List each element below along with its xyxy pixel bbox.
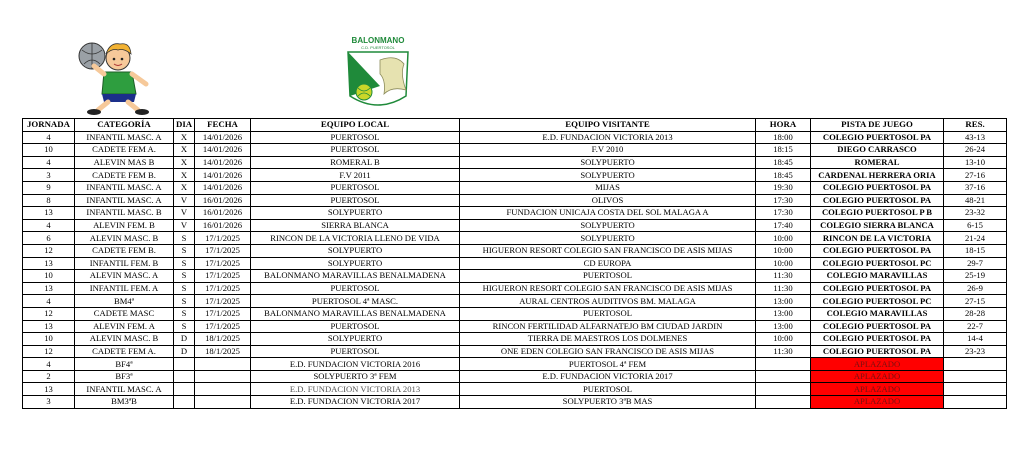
cell-fecha: 18/1/2025 (195, 333, 251, 346)
table-row (23, 270, 1007, 283)
cell-jornada: 13 (23, 320, 75, 333)
cell-res: 26-9 (944, 282, 1007, 295)
cell-fecha: 17/1/2025 (195, 307, 251, 320)
cell-res: 22-7 (944, 320, 1007, 333)
cell-jornada: 4 (23, 295, 75, 308)
cell-local: PUERTOSOL (251, 144, 460, 157)
cell-hora: 10:00 (756, 232, 811, 245)
table-row (23, 383, 1007, 396)
cell-local: PUERTOSOL (251, 131, 460, 144)
table-row (23, 169, 1007, 182)
table-row (23, 345, 1007, 358)
table-row (23, 207, 1007, 220)
cell-jornada: 13 (23, 257, 75, 270)
cell-jornada: 4 (23, 131, 75, 144)
cell-categoria: ALEVIN MASC. B (75, 232, 174, 245)
crest-name: BALONMANO (351, 36, 405, 45)
cell-res: 43-13 (944, 131, 1007, 144)
cell-fecha: 17/1/2025 (195, 257, 251, 270)
table-row (23, 232, 1007, 245)
cell-pista: APLAZADO (811, 383, 944, 396)
cell-pista: COLEGIO PUERTOSOL PA (811, 320, 944, 333)
cell-local: BALONMANO MARAVILLAS BENALMADENA (251, 307, 460, 320)
cell-visitante: PUERTOSOL (460, 307, 756, 320)
cell-categoria: CADETE FEM B. (75, 169, 174, 182)
cell-local: SOLYPUERTO (251, 257, 460, 270)
cell-dia: D (174, 345, 195, 358)
cell-dia: V (174, 194, 195, 207)
cell-fecha: 16/01/2026 (195, 194, 251, 207)
cell-visitante: F.V 2010 (460, 144, 756, 157)
cell-categoria: BM3ªB (75, 396, 174, 409)
cell-dia: X (174, 156, 195, 169)
table-row (23, 156, 1007, 169)
cell-jornada: 3 (23, 396, 75, 409)
cell-categoria: BF4ª (75, 358, 174, 371)
cell-pista: COLEGIO PUERTOSOL PA (811, 345, 944, 358)
cell-local: E.D. FUNDACION VICTORIA 2016 (251, 358, 460, 371)
cell-fecha: 17/1/2025 (195, 282, 251, 295)
cell-local: PUERTOSOL (251, 194, 460, 207)
cell-local: E.D. FUNDACION VICTORIA 2013 (251, 383, 460, 396)
col-equipo-local: EQUIPO LOCAL (251, 119, 460, 132)
cell-res (944, 358, 1007, 371)
cell-res: 48-21 (944, 194, 1007, 207)
cell-fecha: 17/1/2025 (195, 295, 251, 308)
cell-res: 27-16 (944, 169, 1007, 182)
cell-dia: V (174, 219, 195, 232)
cell-categoria: ALEVIN MASC. A (75, 270, 174, 283)
cell-hora: 10:00 (756, 257, 811, 270)
cell-visitante: CD EUROPA (460, 257, 756, 270)
cell-res: 28-28 (944, 307, 1007, 320)
cell-jornada: 12 (23, 307, 75, 320)
cell-jornada: 13 (23, 383, 75, 396)
cell-dia (174, 358, 195, 371)
cell-local: SOLYPUERTO (251, 333, 460, 346)
cell-hora: 11:30 (756, 282, 811, 295)
cell-visitante: OLIVOS (460, 194, 756, 207)
cell-jornada: 3 (23, 169, 75, 182)
cell-pista: COLEGIO PUERTOSOL PA (811, 333, 944, 346)
cell-local: SOLYPUERTO (251, 244, 460, 257)
cell-visitante: ONE EDEN COLEGIO SAN FRANCISCO DE ASIS MIJAS (460, 345, 756, 358)
cell-hora (756, 383, 811, 396)
col-equipo-visitante: EQUIPO VISITANTE (460, 119, 756, 132)
cell-res: 25-19 (944, 270, 1007, 283)
col-fecha: FECHA (195, 119, 251, 132)
cell-jornada: 13 (23, 207, 75, 220)
cell-local: RINCON DE LA VICTORIA LLENO DE VIDA (251, 232, 460, 245)
cell-dia: S (174, 320, 195, 333)
col-hora: HORA (756, 119, 811, 132)
cell-fecha: 16/01/2026 (195, 207, 251, 220)
cell-res (944, 383, 1007, 396)
table-row (23, 257, 1007, 270)
cell-pista: COLEGIO PUERTOSOL P B (811, 207, 944, 220)
cell-res: 23-32 (944, 207, 1007, 220)
table-row (23, 333, 1007, 346)
cell-categoria: BM4ª (75, 295, 174, 308)
cell-res (944, 396, 1007, 409)
cell-jornada: 13 (23, 282, 75, 295)
cell-fecha: 14/01/2026 (195, 144, 251, 157)
cell-res: 23-23 (944, 345, 1007, 358)
cell-dia: D (174, 333, 195, 346)
cell-local: BALONMANO MARAVILLAS BENALMADENA (251, 270, 460, 283)
cell-categoria: ALEVIN MAS B (75, 156, 174, 169)
cell-visitante: SOLYPUERTO (460, 219, 756, 232)
cell-hora: 18:15 (756, 144, 811, 157)
cell-visitante: HIGUERON RESORT COLEGIO SAN FRANCISCO DE ASIS MIJAS (460, 282, 756, 295)
cell-pista: COLEGIO PUERTOSOL PC (811, 295, 944, 308)
cell-dia (174, 383, 195, 396)
cell-jornada: 9 (23, 181, 75, 194)
cell-dia: X (174, 169, 195, 182)
cell-res: 13-10 (944, 156, 1007, 169)
cell-res: 21-24 (944, 232, 1007, 245)
col-pista: PISTA DE JUEGO (811, 119, 944, 132)
cell-dia: S (174, 295, 195, 308)
cell-dia: S (174, 257, 195, 270)
col-jornada: JORNADA (23, 119, 75, 132)
cell-fecha (195, 358, 251, 371)
cell-local: PUERTOSOL (251, 320, 460, 333)
cell-dia: X (174, 181, 195, 194)
cell-res: 18-15 (944, 244, 1007, 257)
header-row (23, 119, 1007, 132)
cell-hora (756, 396, 811, 409)
cell-categoria: CADETE MASC (75, 307, 174, 320)
cell-jornada: 4 (23, 358, 75, 371)
crest-sub: C.D. PUERTOSOL (361, 45, 395, 50)
cell-hora: 17:30 (756, 207, 811, 220)
cell-categoria: INFANTIL MASC. A (75, 131, 174, 144)
cell-jornada: 2 (23, 370, 75, 383)
cell-hora (756, 358, 811, 371)
cell-pista: COLEGIO SIERRA BLANCA (811, 219, 944, 232)
table-row (23, 320, 1007, 333)
cell-hora: 13:00 (756, 307, 811, 320)
cell-visitante: MIJAS (460, 181, 756, 194)
cell-hora (756, 370, 811, 383)
cell-visitante: SOLYPUERTO (460, 156, 756, 169)
cell-hora: 11:30 (756, 345, 811, 358)
cell-visitante: FUNDACION UNICAJA COSTA DEL SOL MALAGA A (460, 207, 756, 220)
cell-res: 26-24 (944, 144, 1007, 157)
cell-dia: S (174, 232, 195, 245)
cell-fecha: 18/1/2025 (195, 345, 251, 358)
cell-pista: COLEGIO PUERTOSOL PA (811, 194, 944, 207)
table-row (23, 194, 1007, 207)
cell-dia: V (174, 207, 195, 220)
col-categoria: CATEGORÍA (75, 119, 174, 132)
cell-visitante: HIGUERON RESORT COLEGIO SAN FRANCISCO DE ASIS MIJAS (460, 244, 756, 257)
cell-categoria: INFANTIL FEM. A (75, 282, 174, 295)
cell-dia: S (174, 270, 195, 283)
cell-visitante: SOLYPUERTO 3ªB MAS (460, 396, 756, 409)
table-row (23, 144, 1007, 157)
cell-dia: X (174, 131, 195, 144)
cell-fecha: 17/1/2025 (195, 244, 251, 257)
table-row (23, 370, 1007, 383)
cell-jornada: 4 (23, 156, 75, 169)
cell-local: ROMERAL B (251, 156, 460, 169)
club-crest-logo (340, 34, 416, 114)
table-row (23, 396, 1007, 409)
cell-pista: ROMERAL (811, 156, 944, 169)
cell-jornada: 10 (23, 333, 75, 346)
cell-dia: S (174, 282, 195, 295)
cell-fecha: 17/1/2025 (195, 270, 251, 283)
cell-jornada: 12 (23, 244, 75, 257)
cell-categoria: INFANTIL MASC. A (75, 194, 174, 207)
cell-categoria: ALEVIN FEM. A (75, 320, 174, 333)
cell-visitante: TIERRA DE MAESTROS LOS DOLMENES (460, 333, 756, 346)
cell-local: PUERTOSOL 4ª MASC. (251, 295, 460, 308)
col-dia: DIA (174, 119, 195, 132)
cell-pista: COLEGIO MARAVILLAS (811, 270, 944, 283)
cell-local: PUERTOSOL (251, 345, 460, 358)
cell-fecha: 14/01/2026 (195, 131, 251, 144)
cell-pista: COLEGIO PUERTOSOL PA (811, 131, 944, 144)
match-schedule-table (22, 118, 1007, 409)
cell-categoria: BF3ª (75, 370, 174, 383)
cell-pista: COLEGIO PUERTOSOL PA (811, 181, 944, 194)
cell-hora: 10:00 (756, 333, 811, 346)
cell-hora: 13:00 (756, 320, 811, 333)
cell-jornada: 6 (23, 232, 75, 245)
cell-hora: 10:00 (756, 244, 811, 257)
cell-jornada: 12 (23, 345, 75, 358)
cell-visitante: SOLYPUERTO (460, 232, 756, 245)
cell-res: 14-4 (944, 333, 1007, 346)
cell-pista: COLEGIO MARAVILLAS (811, 307, 944, 320)
cell-fecha: 14/01/2026 (195, 181, 251, 194)
cell-visitante: RINCON FERTILIDAD ALFARNATEJO BM CIUDAD JARDIN (460, 320, 756, 333)
cell-hora: 18:45 (756, 156, 811, 169)
cell-visitante: PUERTOSOL 4ª FEM (460, 358, 756, 371)
cell-local: PUERTOSOL (251, 282, 460, 295)
cell-dia (174, 396, 195, 409)
cell-res (944, 370, 1007, 383)
cell-visitante: PUERTOSOL (460, 383, 756, 396)
table-row (23, 282, 1007, 295)
cell-res: 6-15 (944, 219, 1007, 232)
cell-hora: 13:00 (756, 295, 811, 308)
cell-categoria: CADETE FEM B. (75, 244, 174, 257)
cell-categoria: INFANTIL FEM. B (75, 257, 174, 270)
cell-fecha: 14/01/2026 (195, 156, 251, 169)
cell-categoria: CADETE FEM A. (75, 144, 174, 157)
cell-pista: APLAZADO (811, 358, 944, 371)
cell-jornada: 8 (23, 194, 75, 207)
cell-categoria: INFANTIL MASC. A (75, 181, 174, 194)
cell-res: 37-16 (944, 181, 1007, 194)
cell-categoria: INFANTIL MASC. B (75, 207, 174, 220)
cell-local: E.D. FUNDACION VICTORIA 2017 (251, 396, 460, 409)
cell-local: SOLYPUERTO 3ª FEM (251, 370, 460, 383)
col-res: RES. (944, 119, 1007, 132)
cell-local: F.V 2011 (251, 169, 460, 182)
cell-jornada: 10 (23, 144, 75, 157)
cell-hora: 17:30 (756, 194, 811, 207)
table-row (23, 307, 1007, 320)
cell-jornada: 4 (23, 219, 75, 232)
cell-jornada: 10 (23, 270, 75, 283)
cell-res: 29-7 (944, 257, 1007, 270)
cell-visitante: PUERTOSOL (460, 270, 756, 283)
cell-fecha (195, 383, 251, 396)
cell-fecha: 17/1/2025 (195, 320, 251, 333)
cell-pista: APLAZADO (811, 370, 944, 383)
cell-visitante: E.D. FUNDACION VICTORIA 2017 (460, 370, 756, 383)
cell-pista: APLAZADO (811, 396, 944, 409)
cell-fecha (195, 370, 251, 383)
cell-dia: S (174, 244, 195, 257)
cell-local: PUERTOSOL (251, 181, 460, 194)
cell-categoria: INFANTIL MASC. A (75, 383, 174, 396)
cell-visitante: E.D. FUNDACION VICTORIA 2013 (460, 131, 756, 144)
cell-fecha: 16/01/2026 (195, 219, 251, 232)
cell-fecha: 17/1/2025 (195, 232, 251, 245)
cell-dia: S (174, 307, 195, 320)
cell-hora: 18:00 (756, 131, 811, 144)
handball-kid-logo (74, 36, 160, 116)
cell-hora: 17:40 (756, 219, 811, 232)
cell-visitante: SOLYPUERTO (460, 169, 756, 182)
cell-visitante: AURAL CENTROS AUDITIVOS BM. MALAGA (460, 295, 756, 308)
cell-hora: 18:45 (756, 169, 811, 182)
cell-dia (174, 370, 195, 383)
cell-local: SOLYPUERTO (251, 207, 460, 220)
cell-pista: RINCON DE LA VICTORIA (811, 232, 944, 245)
cell-categoria: ALEVIN FEM. B (75, 219, 174, 232)
table-row (23, 131, 1007, 144)
cell-pista: COLEGIO PUERTOSOL PA (811, 244, 944, 257)
cell-pista: COLEGIO PUERTOSOL PA (811, 282, 944, 295)
table-row (23, 358, 1007, 371)
table-row (23, 295, 1007, 308)
cell-categoria: ALEVIN MASC. B (75, 333, 174, 346)
table-row (23, 244, 1007, 257)
cell-hora: 19:30 (756, 181, 811, 194)
cell-fecha: 14/01/2026 (195, 169, 251, 182)
table-row (23, 219, 1007, 232)
cell-fecha (195, 396, 251, 409)
cell-pista: DIEGO CARRASCO (811, 144, 944, 157)
cell-local: SIERRA BLANCA (251, 219, 460, 232)
cell-res: 27-15 (944, 295, 1007, 308)
cell-pista: COLEGIO PUERTOSOL PC (811, 257, 944, 270)
cell-pista: CARDENAL HERRERA ORIA (811, 169, 944, 182)
cell-categoria: CADETE FEM A. (75, 345, 174, 358)
cell-dia: X (174, 144, 195, 157)
table-row (23, 181, 1007, 194)
cell-hora: 11:30 (756, 270, 811, 283)
